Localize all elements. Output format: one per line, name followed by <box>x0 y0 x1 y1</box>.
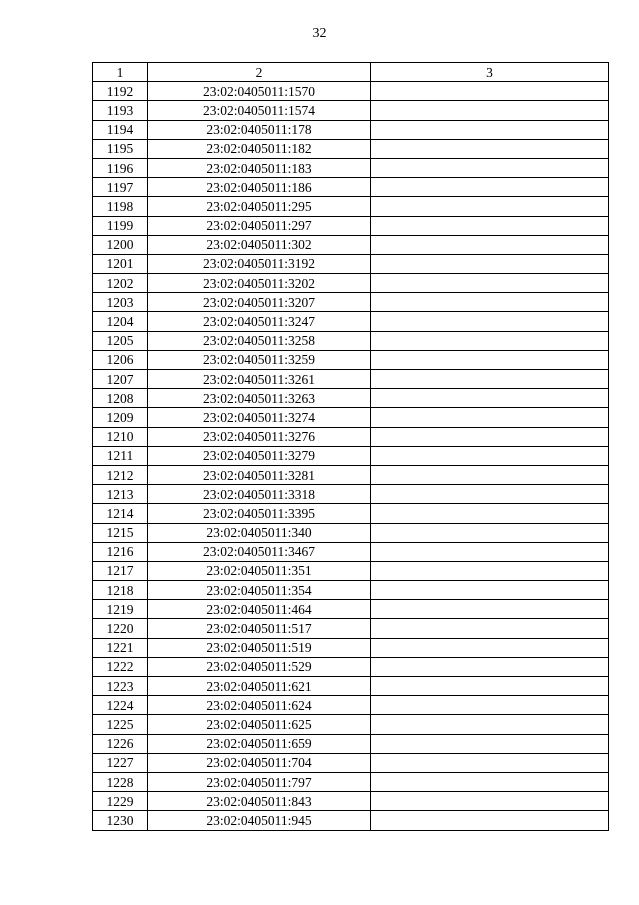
cadastral-number-cell: 23:02:0405011:3247 <box>148 312 371 331</box>
row-number-cell: 1219 <box>93 600 148 619</box>
note-cell <box>371 715 609 734</box>
table-row <box>93 657 609 676</box>
note-cell <box>371 465 609 484</box>
row-number-cell: 1230 <box>93 811 148 830</box>
cadastral-number-cell: 23:02:0405011:1570 <box>148 82 371 101</box>
note-cell <box>371 696 609 715</box>
cadastral-number-cell: 23:02:0405011:340 <box>148 523 371 542</box>
table-row <box>93 619 609 638</box>
note-cell <box>371 312 609 331</box>
row-number-cell: 1209 <box>93 408 148 427</box>
table-body <box>93 82 609 830</box>
table-row <box>93 638 609 657</box>
note-cell <box>371 619 609 638</box>
row-number-cell: 1201 <box>93 254 148 273</box>
note-cell <box>371 82 609 101</box>
table-row <box>93 82 609 101</box>
note-cell <box>371 523 609 542</box>
row-number-cell: 1225 <box>93 715 148 734</box>
table-row <box>93 696 609 715</box>
note-cell <box>371 197 609 216</box>
row-number-cell: 1203 <box>93 293 148 312</box>
cadastral-number-cell: 23:02:0405011:3281 <box>148 465 371 484</box>
note-cell <box>371 350 609 369</box>
row-number-cell: 1211 <box>93 446 148 465</box>
table-row <box>93 370 609 389</box>
row-number-cell: 1196 <box>93 158 148 177</box>
cadastral-number-cell: 23:02:0405011:3276 <box>148 427 371 446</box>
cadastral-number-cell: 23:02:0405011:529 <box>148 657 371 676</box>
table-row <box>93 465 609 484</box>
row-number-cell: 1226 <box>93 734 148 753</box>
row-number-cell: 1215 <box>93 523 148 542</box>
table-row <box>93 216 609 235</box>
page-number: 32 <box>312 26 327 41</box>
row-number-cell: 1210 <box>93 427 148 446</box>
cadastral-number-cell: 23:02:0405011:3279 <box>148 446 371 465</box>
note-cell <box>371 254 609 273</box>
cadastral-number-cell: 23:02:0405011:297 <box>148 216 371 235</box>
table-row <box>93 677 609 696</box>
row-number-cell: 1218 <box>93 581 148 600</box>
row-number-cell: 1204 <box>93 312 148 331</box>
note-cell <box>371 772 609 791</box>
table-row <box>93 139 609 158</box>
note-cell <box>371 120 609 139</box>
row-number-cell: 1228 <box>93 772 148 791</box>
cadastral-number-cell: 23:02:0405011:3318 <box>148 485 371 504</box>
row-number-cell: 1202 <box>93 274 148 293</box>
table-row <box>93 178 609 197</box>
row-number-cell: 1217 <box>93 561 148 580</box>
row-number-cell: 1214 <box>93 504 148 523</box>
row-number-cell: 1200 <box>93 235 148 254</box>
note-cell <box>371 561 609 580</box>
note-cell <box>371 657 609 676</box>
note-cell <box>371 158 609 177</box>
cadastral-number-cell: 23:02:0405011:3274 <box>148 408 371 427</box>
table-row <box>93 235 609 254</box>
row-number-cell: 1207 <box>93 370 148 389</box>
note-cell <box>371 274 609 293</box>
table-row <box>93 715 609 734</box>
cadastral-number-cell: 23:02:0405011:3261 <box>148 370 371 389</box>
note-cell <box>371 677 609 696</box>
cadastral-number-cell: 23:02:0405011:659 <box>148 734 371 753</box>
table-header-row <box>93 63 609 82</box>
table-row <box>93 600 609 619</box>
cadastral-number-cell: 23:02:0405011:295 <box>148 197 371 216</box>
table-row <box>93 312 609 331</box>
cadastral-number-cell: 23:02:0405011:1574 <box>148 101 371 120</box>
row-number-cell: 1198 <box>93 197 148 216</box>
note-cell <box>371 581 609 600</box>
note-cell <box>371 446 609 465</box>
cadastral-number-cell: 23:02:0405011:843 <box>148 792 371 811</box>
cadastral-number-cell: 23:02:0405011:517 <box>148 619 371 638</box>
table-row <box>93 446 609 465</box>
table-row <box>93 523 609 542</box>
table-row <box>93 542 609 561</box>
note-cell <box>371 792 609 811</box>
cadastral-number-cell: 23:02:0405011:3258 <box>148 331 371 350</box>
table-row <box>93 197 609 216</box>
row-number-cell: 1212 <box>93 465 148 484</box>
table-row <box>93 120 609 139</box>
cadastral-number-cell: 23:02:0405011:621 <box>148 677 371 696</box>
note-cell <box>371 600 609 619</box>
row-number-cell: 1216 <box>93 542 148 561</box>
cadastral-number-cell: 23:02:0405011:351 <box>148 561 371 580</box>
cadastral-number-cell: 23:02:0405011:464 <box>148 600 371 619</box>
row-number-cell: 1227 <box>93 753 148 772</box>
cadastral-number-cell: 23:02:0405011:3202 <box>148 274 371 293</box>
cadastral-number-cell: 23:02:0405011:3207 <box>148 293 371 312</box>
note-cell <box>371 427 609 446</box>
row-number-cell: 1206 <box>93 350 148 369</box>
row-number-cell: 1223 <box>93 677 148 696</box>
table-row <box>93 389 609 408</box>
cadastral-number-cell: 23:02:0405011:945 <box>148 811 371 830</box>
table-row <box>93 581 609 600</box>
cadastral-number-cell: 23:02:0405011:354 <box>148 581 371 600</box>
cadastral-number-cell: 23:02:0405011:3259 <box>148 350 371 369</box>
note-cell <box>371 504 609 523</box>
column-header-2: 2 <box>148 63 371 82</box>
table-row <box>93 485 609 504</box>
row-number-cell: 1208 <box>93 389 148 408</box>
table-row <box>93 408 609 427</box>
row-number-cell: 1222 <box>93 657 148 676</box>
note-cell <box>371 753 609 772</box>
row-number-cell: 1213 <box>93 485 148 504</box>
column-header-3: 3 <box>371 63 609 82</box>
note-cell <box>371 139 609 158</box>
row-number-cell: 1205 <box>93 331 148 350</box>
note-cell <box>371 408 609 427</box>
cadastral-number-cell: 23:02:0405011:3467 <box>148 542 371 561</box>
column-header-1: 1 <box>93 63 148 82</box>
note-cell <box>371 638 609 657</box>
note-cell <box>371 734 609 753</box>
row-number-cell: 1195 <box>93 139 148 158</box>
note-cell <box>371 370 609 389</box>
cadastral-number-cell: 23:02:0405011:519 <box>148 638 371 657</box>
table-row <box>93 331 609 350</box>
note-cell <box>371 331 609 350</box>
row-number-cell: 1193 <box>93 101 148 120</box>
cadastral-number-cell: 23:02:0405011:797 <box>148 772 371 791</box>
cadastral-number-cell: 23:02:0405011:624 <box>148 696 371 715</box>
table-row <box>93 101 609 120</box>
note-cell <box>371 485 609 504</box>
table-row <box>93 792 609 811</box>
cadastral-number-cell: 23:02:0405011:183 <box>148 158 371 177</box>
cadastral-number-cell: 23:02:0405011:178 <box>148 120 371 139</box>
table-row <box>93 293 609 312</box>
cadastral-number-cell: 23:02:0405011:625 <box>148 715 371 734</box>
table-row <box>93 772 609 791</box>
cadastral-number-cell: 23:02:0405011:302 <box>148 235 371 254</box>
table-row <box>93 427 609 446</box>
cadastral-number-cell: 23:02:0405011:3395 <box>148 504 371 523</box>
row-number-cell: 1197 <box>93 178 148 197</box>
table-row <box>93 561 609 580</box>
row-number-cell: 1221 <box>93 638 148 657</box>
note-cell <box>371 293 609 312</box>
table-row <box>93 254 609 273</box>
cadastral-number-cell: 23:02:0405011:3263 <box>148 389 371 408</box>
data-table <box>92 62 609 831</box>
row-number-cell: 1199 <box>93 216 148 235</box>
table-row <box>93 350 609 369</box>
table-row <box>93 158 609 177</box>
table-row <box>93 811 609 830</box>
table-row <box>93 504 609 523</box>
cadastral-number-cell: 23:02:0405011:704 <box>148 753 371 772</box>
row-number-cell: 1192 <box>93 82 148 101</box>
cadastral-number-cell: 23:02:0405011:182 <box>148 139 371 158</box>
note-cell <box>371 542 609 561</box>
note-cell <box>371 101 609 120</box>
note-cell <box>371 178 609 197</box>
cadastral-number-cell: 23:02:0405011:186 <box>148 178 371 197</box>
row-number-cell: 1229 <box>93 792 148 811</box>
note-cell <box>371 811 609 830</box>
row-number-cell: 1220 <box>93 619 148 638</box>
table-row <box>93 734 609 753</box>
note-cell <box>371 235 609 254</box>
row-number-cell: 1194 <box>93 120 148 139</box>
table-row <box>93 753 609 772</box>
row-number-cell: 1224 <box>93 696 148 715</box>
cadastral-number-cell: 23:02:0405011:3192 <box>148 254 371 273</box>
note-cell <box>371 216 609 235</box>
note-cell <box>371 389 609 408</box>
table-row <box>93 274 609 293</box>
